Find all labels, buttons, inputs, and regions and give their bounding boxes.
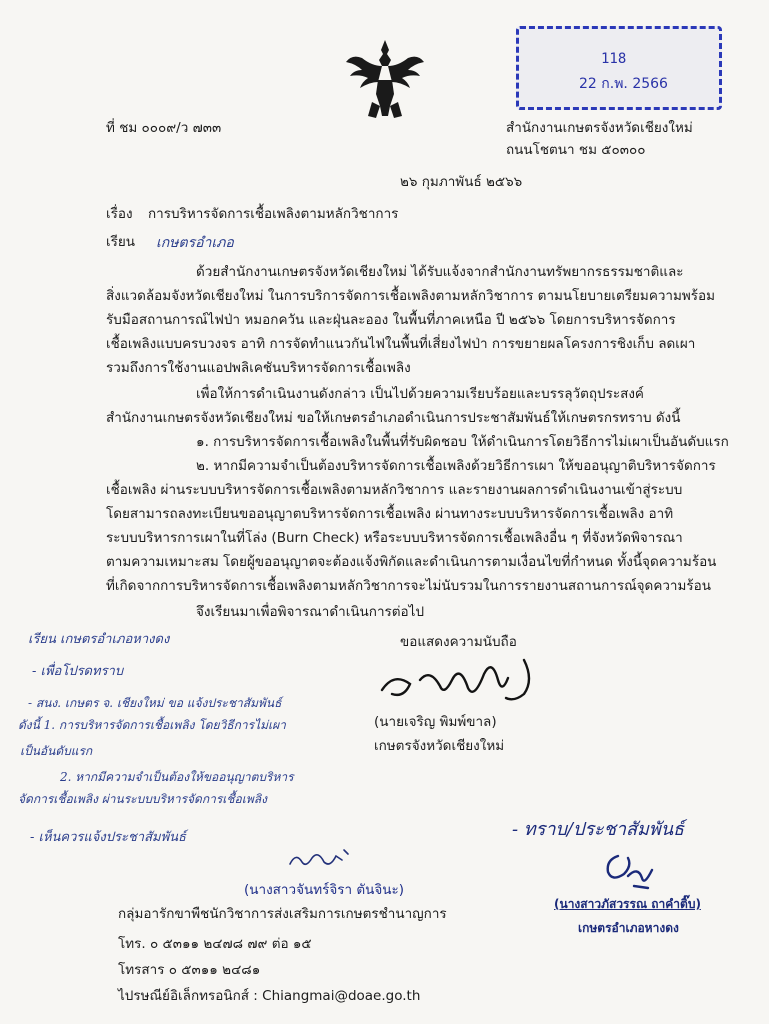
hw-note-line8: - เห็นควรแจ้งประชาสัมพันธ์ xyxy=(30,830,186,845)
hw-note-line2: - เพื่อโปรดทราบ xyxy=(32,664,124,679)
director-title: เกษตรจังหวัดเชียงใหม่ xyxy=(374,738,505,754)
item2-line5: ตามความเหมาะสม โดยผู้ขออนุญาตจะต้องแจ้งพิกัดและดำเนินการตามเงื่อนไขที่กำหนด ทั้งนี้จุดความร้อน xyxy=(106,554,717,570)
closing-request: จึงเรียนมาเพื่อพิจารณาดำเนินการต่อไป xyxy=(196,604,425,620)
para1-line2: สิ่งแวดล้อมจังหวัดเชียงใหม่ ในการบริการจัดการเชื้อเพลิงตามหลักวิชาการ ตามนโยบายเตรียมความพร้อม xyxy=(106,288,716,304)
stamp-number: 118 xyxy=(601,51,627,67)
fax-line: โทรสาร ๐ ๕๓๑๑ ๒๔๘๑ xyxy=(118,962,261,978)
recipient-label: เรียน xyxy=(106,234,136,250)
item2-line3: โดยสามารถลงทะเบียนขออนุญาตบริหารจัดการเชื้อเพลิง ผ่านทางระบบบริหารจัดการเชื้อเพลิง อาทิ xyxy=(106,506,674,522)
hw-note-line3: - สนง. เกษตร จ. เชียงใหม่ ขอ แจ้งประชาสัมพันธ์ xyxy=(28,696,282,710)
para2-line1: เพื่อให้การดำเนินงานดังกล่าว เป็นไปด้วยความเรียบร้อยและบรรลุวัตถุประสงค์ xyxy=(196,386,644,402)
item2-line2: เชื้อเพลิง ผ่านระบบบริหารจัดการเชื้อเพลิงตามหลักวิชาการ และรายงานผลการดำเนินงานเข้าสู่ระบบ xyxy=(106,482,683,498)
office-address: ถนนโชตนา ชม ๕๐๓๐๐ xyxy=(506,142,646,158)
director-signature xyxy=(374,650,554,710)
ack-title: เกษตรอำเภอหางดง xyxy=(578,921,679,935)
subject-text: การบริหารจัดการเชื้อเพลิงตามหลักวิชาการ xyxy=(148,206,399,222)
garuda-emblem-icon xyxy=(342,36,428,122)
hw-note-line7: จัดการเชื้อเพลิง ผ่านระบบบริหารจัดการเชื้อเพลิง xyxy=(18,792,267,806)
para1-line5: รวมถึงการใช้งานแอปพลิเคชันบริหารจัดการเชื้อเพลิง xyxy=(106,360,411,376)
ack-signature xyxy=(598,846,658,894)
item2-line4: ระบบบริหารการเผาในที่โล่ง (Burn Check) หรือระบบบริหารจัดการเชื้อเพลิงอื่น ๆ ที่จังหวัดพิจารณา xyxy=(106,530,683,546)
recipient-handwritten: เกษตรอำเภอ xyxy=(156,235,234,251)
email-line: ไปรษณีย์อิเล็กทรอนิกส์ : Chiangmai@doae.go.th xyxy=(118,988,421,1004)
ack-name: (นางสาวภัสวรรณ ถาคำติ๊บ) xyxy=(554,897,701,911)
reference-number: ที่ ชม ๐๐๐๙/ว ๗๓๓ xyxy=(106,120,222,136)
para1-line3: รับมือสถานการณ์ไฟป่า หมอกควัน และฝุ่นละออง ในพื้นที่ภาคเหนือ ปี ๒๕๖๖ โดยการบริหารจัดการ xyxy=(106,312,676,328)
hw-note-line4: ดังนี้ 1. การบริหารจัดการเชื้อเพลิง โดยวิธีการไม่เผา xyxy=(18,718,286,732)
officer-name: (นางสาวจันทร์จิรา ตันจินะ) xyxy=(244,882,405,898)
item2-line6: ที่เกิดจากการบริหารจัดการเชื้อเพลิงตามหลักวิชาการจะไม่นับรวมในการรายงานสถานการณ์จุดความร้อน xyxy=(106,578,711,594)
officer-position: กลุ่มอารักขาพืชนักวิชาการส่งเสริมการเกษตรชำนาญการ xyxy=(118,906,447,922)
hw-ack-note: - ทราบ/ประชาสัมพันธ์ xyxy=(512,819,685,840)
hw-note-line1: เรียน เกษตรอำเภอหางดง xyxy=(28,632,170,647)
item1-text: ๑. การบริหารจัดการเชื้อเพลิงในพื้นที่รับผิดชอบ ให้ดำเนินการโดยวิธีการไม่เผาเป็นอันดับแรก xyxy=(196,434,729,450)
hw-note-line6: 2. หากมีความจำเป็นต้องให้ขออนุญาตบริหาร xyxy=(60,770,294,784)
officer-signature xyxy=(286,846,356,872)
respect-phrase: ขอแสดงความนับถือ xyxy=(400,634,517,650)
para1-line1: ด้วยสำนักงานเกษตรจังหวัดเชียงใหม่ ได้รับแจ้งจากสำนักงานทรัพยากรธรรมชาติและ xyxy=(196,264,684,280)
document-date: ๒๖ กุมภาพันธ์ ๒๕๖๖ xyxy=(400,174,523,190)
para2-line2: สำนักงานเกษตรจังหวัดเชียงใหม่ ขอให้เกษตรอำเภอดำเนินการประชาสัมพันธ์ให้เกษตรกรทราบ ดังนี้ xyxy=(106,410,681,426)
hw-note-line5: เป็นอันดับแรก xyxy=(20,744,93,758)
phone-line: โทร. ๐ ๕๓๑๑ ๒๔๗๘ ๗๙ ต่อ ๑๕ xyxy=(118,936,312,952)
office-name: สำนักงานเกษตรจังหวัดเชียงใหม่ xyxy=(506,120,693,136)
subject-label: เรื่อง xyxy=(106,206,133,222)
para1-line4: เชื้อเพลิงแบบครบวงจร อาทิ การจัดทำแนวกันไฟในพื้นที่เสี่ยงไฟป่า การขยายผลโครงการชิงเก็บ ลดเผา xyxy=(106,336,696,352)
receiving-stamp xyxy=(516,26,722,110)
director-name: (นายเจริญ พิมพ์ขาล) xyxy=(374,714,497,730)
item2-line1: ๒. หากมีความจำเป็นต้องบริหารจัดการเชื้อเพลิงด้วยวิธีการเผา ให้ขออนุญาติบริหารจัดการ xyxy=(196,458,716,474)
stamp-date: 22 ก.พ. 2566 xyxy=(579,76,668,92)
